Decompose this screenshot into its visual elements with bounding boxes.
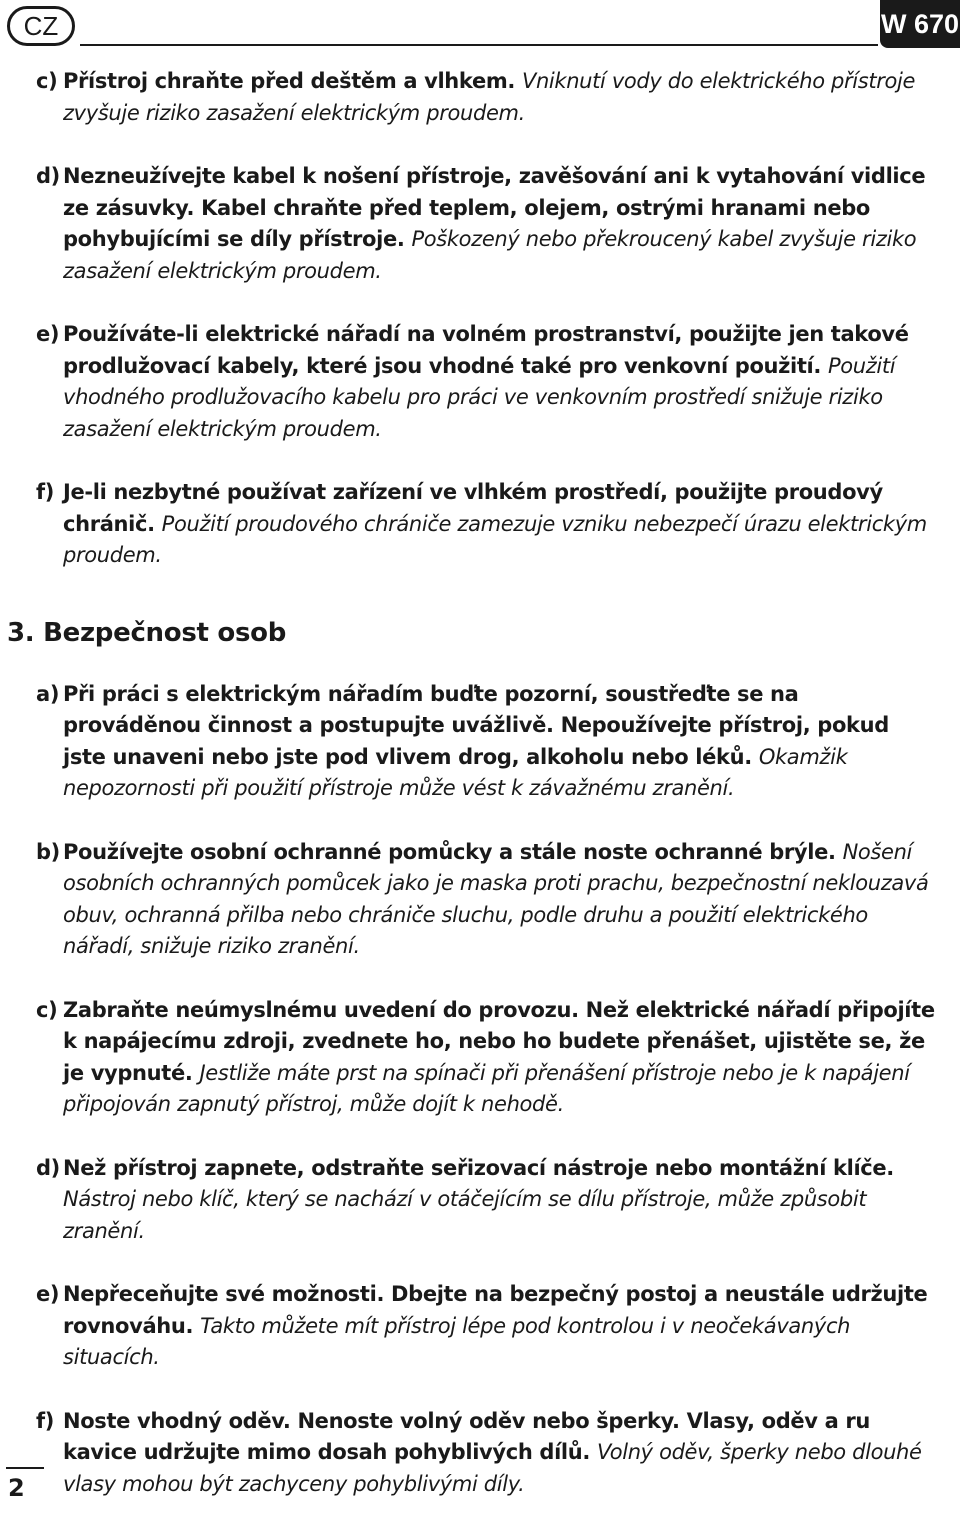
item-marker: c) [36,69,58,93]
item-explanation: Použití proudového chrániče zamezuje vzniku nebezpečí úrazu elektrickým proudem. [63,511,927,567]
page-number: 2 [8,1474,25,1502]
list-item [36,1279,936,1374]
item-marker: d) [36,1155,60,1180]
item-explanation: Jestliže máte prst na spínači při přenášení přístroje nebo je k napájení připojován zapnutý přístroj, může dojít k nehodě. [63,1060,910,1116]
item-explanation: Nástroj nebo klíč, který se nachází v otáčejícím se dílu přístroje, může způsobit zranění. [63,1187,867,1243]
item-explanation: Vniknutí vody do elektrického přístroje zvyšuje riziko zasažení elektrickým proudem. [63,69,916,125]
list-item [36,66,936,129]
item-instruction: Zabraňte neúmyslnému uvedení do provozu. Než elektrické nářadí připojíte k napájecímu zdroji, zvednete ho, nebo ho budete přenášet, ujistěte se, že je vypnuté. [63,997,935,1085]
item-marker: d) [36,164,60,188]
item-instruction: Při práci s elektrickým nářadím buďte pozorní, soustřeďte se na prováděnou činnost a postupujte uvážlivě. Nepoužívejte přístroj, pokud jste unaveni nebo jste pod vlivem drog, alkoholu nebo léků. [63,681,889,769]
item-explanation: Poškozený nebo překroucený kabel zvyšuje riziko zasažení elektrickým proudem. [63,227,917,283]
list-item [36,679,936,805]
item-explanation: Okamžik nepozornosti při použití přístroje může vést k závažnému zranění. [63,744,848,800]
item-explanation: Takto můžete mít přístroj lépe pod kontrolou i v neočekávaných situacích. [63,1313,851,1369]
item-marker: e) [36,1282,60,1306]
list-item [36,319,936,445]
item-explanation: Použití vhodného prodlužovacího kabelu pro práci ve venkovním prostředí snižuje riziko zasažení elektrickým proudem. [63,353,896,441]
item-instruction: Než přístroj zapnete, odstraňte seřizovací nástroje nebo montážní klíče. [63,1155,894,1180]
page-content [7,66,936,1532]
list-item [36,161,936,287]
item-marker: f) [36,1408,55,1433]
item-marker: c) [36,997,58,1022]
list-item [36,995,936,1121]
language-badge: CZ [7,6,75,46]
item-marker: f) [36,480,55,504]
item-instruction: Nepřeceňujte své možnosti. Dbejte na bezpečný postoj a neustále udržujte rovnováhu. [63,1282,928,1338]
list-item [36,837,936,963]
model-label: W 670 [880,0,960,48]
item-explanation: Volný oděv, šperky nebo dlouhé vlasy mohou být zachyceny pohyblivými díly. [63,1440,922,1496]
item-instruction: Nezneužívejte kabel k nošení přístroje, zavěšování ani k vytahování vidlice ze zásuvky. Kabel chraňte před teplem, olejem, ostrými hranami nebo pohybujícími se díly přístroje. [63,164,926,251]
item-instruction: Přístroj chraňte před deštěm a vlhkem. [63,69,522,93]
item-marker: b) [36,839,60,864]
item-marker: e) [36,322,60,346]
item-instruction: Noste vhodný oděv. Nenoste volný oděv nebo šperky. Vlasy, oděv a ru kavice udržujte mimo dosah pohyblivých dílů. [63,1408,870,1464]
list-item [36,477,936,572]
list-item [36,1153,936,1248]
item-marker: a) [36,681,60,706]
item-instruction: Používáte-li elektrické nářadí na volném prostranství, použijte jen takové prodlužovací kabely, které jsou vhodné také pro venkovní použití. [63,322,909,378]
item-instruction: Používejte osobní ochranné pomůcky a stále noste ochranné brýle. [63,839,843,864]
item-instruction: Je-li nezbytné používat zařízení ve vlhkém prostředí, použijte proudový chránič. [63,480,883,536]
list-item [36,1406,936,1501]
header-rule [80,44,878,46]
item-explanation: Nošení osobních ochranných pomůcek jako je maska proti prachu, bezpečnostní neklouzavá obuv, ochranná přilba nebo chrániče sluchu, podle druhu a použití elektrického nářadí, snižuje riziko zranění. [63,839,929,958]
footer-rule [6,1467,44,1469]
section-title: 3. Bezpečnost osob [7,617,287,648]
